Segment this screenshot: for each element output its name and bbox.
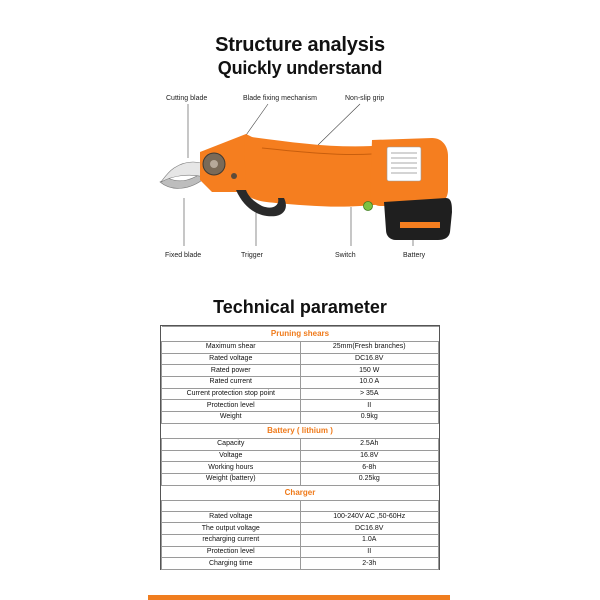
param-name: recharging current xyxy=(162,534,301,546)
table-row xyxy=(162,400,439,412)
param-value: 25mm(Fresh branches) xyxy=(300,342,439,354)
param-value: 0.25kg xyxy=(300,473,439,485)
param-name: Capacity xyxy=(162,438,301,450)
param-name: The output voltage xyxy=(162,523,301,535)
param-value: 1.0A xyxy=(300,534,439,546)
param-name: Maximum shear xyxy=(162,342,301,354)
param-name: Protection level xyxy=(162,400,301,412)
param-name: Rated current xyxy=(162,377,301,389)
label-blade-fixing-mechanism: Blade fixing mechanism xyxy=(243,95,317,102)
param-value: 6-8h xyxy=(300,462,439,474)
section-title: Battery ( lithium ) xyxy=(162,423,439,438)
param-value xyxy=(300,500,439,511)
param-value: 2.5Ah xyxy=(300,438,439,450)
structure-analysis-title: Structure analysis xyxy=(215,34,385,56)
param-name: Rated voltage xyxy=(162,353,301,365)
param-value: > 35A xyxy=(300,388,439,400)
param-name: Weight xyxy=(162,412,301,424)
param-name: Voltage xyxy=(162,450,301,462)
technical-parameter-table xyxy=(160,325,440,570)
param-name: Working hours xyxy=(162,462,301,474)
param-name: Rated voltage xyxy=(162,511,301,523)
param-name: Weight (battery) xyxy=(162,473,301,485)
label-switch: Switch xyxy=(335,252,356,259)
table-row xyxy=(162,342,439,354)
table-row xyxy=(162,438,439,450)
label-trigger: Trigger xyxy=(241,252,263,259)
technical-parameter-title: Technical parameter xyxy=(213,297,387,317)
param-name: Protection level xyxy=(162,546,301,558)
table-row xyxy=(162,450,439,462)
param-value: DC16.8V xyxy=(300,353,439,365)
spec-label-sticker xyxy=(387,147,421,181)
main-body xyxy=(244,136,388,207)
param-name: Current protection stop point xyxy=(162,388,301,400)
label-fixed-blade: Fixed blade xyxy=(165,252,202,259)
table-row xyxy=(162,353,439,365)
label-battery: Battery xyxy=(403,252,426,259)
table-row xyxy=(162,511,439,523)
table-row xyxy=(162,558,439,570)
footer-accent-bar xyxy=(148,595,450,600)
param-value: 0.9kg xyxy=(300,412,439,424)
table-row xyxy=(162,523,439,535)
param-value: 10.0 A xyxy=(300,377,439,389)
table-row xyxy=(162,546,439,558)
table-row xyxy=(162,412,439,424)
section-header xyxy=(162,327,439,342)
table-row xyxy=(162,388,439,400)
param-value: 2-3h xyxy=(300,558,439,570)
section-title: Charger xyxy=(162,485,439,500)
section-title: Pruning shears xyxy=(162,327,439,342)
gear-center xyxy=(210,160,218,168)
table-row xyxy=(162,377,439,389)
leader-non-slip xyxy=(318,104,360,145)
label-non-slip-grip: Non-slip grip xyxy=(345,95,385,102)
param-value: II xyxy=(300,546,439,558)
param-value: 16.8V xyxy=(300,450,439,462)
switch-button xyxy=(364,202,373,211)
label-cutting-blade: Cutting blade xyxy=(166,95,208,102)
section-header xyxy=(162,485,439,500)
param-value: DC16.8V xyxy=(300,523,439,535)
param-name: Charging time xyxy=(162,558,301,570)
screw-1 xyxy=(231,173,237,179)
battery-stripe xyxy=(400,222,440,228)
leader-blade-fixing xyxy=(244,104,268,138)
param-value: II xyxy=(300,400,439,412)
param-value: 150 W xyxy=(300,365,439,377)
param-value: 100-240V AC ,50-60Hz xyxy=(300,511,439,523)
quickly-understand-subtitle: Quickly understand xyxy=(217,58,383,78)
table-row xyxy=(162,500,439,511)
table-row xyxy=(162,462,439,474)
param-name: Rated power xyxy=(162,365,301,377)
section-header xyxy=(162,423,439,438)
table-row xyxy=(162,534,439,546)
table-row xyxy=(162,365,439,377)
battery-pack xyxy=(384,198,452,240)
table-row xyxy=(162,473,439,485)
param-name xyxy=(162,500,301,511)
